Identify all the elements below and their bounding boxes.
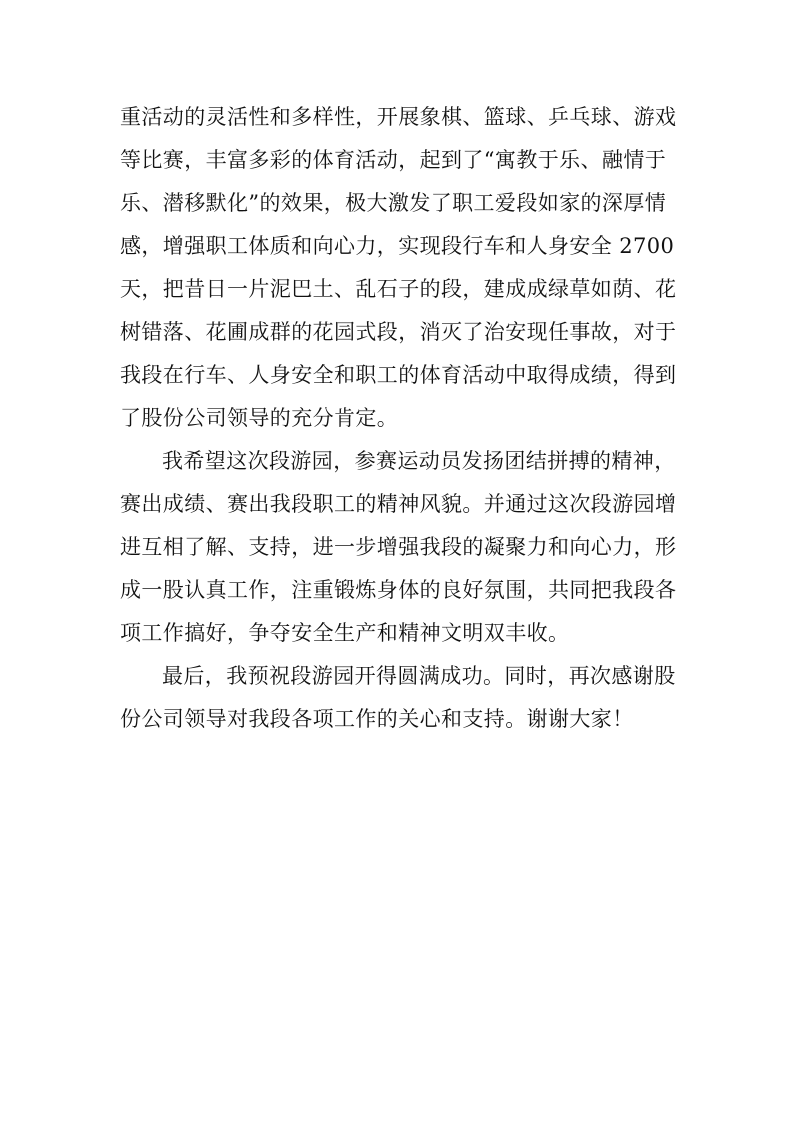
text-line: 成一股认真工作，注重锻炼身体的良好氛围，共同把我段各 bbox=[120, 578, 677, 602]
text-line: 树错落、花圃成群的花园式段，消灭了治安现任事故，对于 bbox=[120, 320, 677, 344]
text-line: 感，增强职工体质和向心力，实现段行车和人身安全 2700 bbox=[120, 234, 675, 258]
text-line: 项工作搞好，争夺安全生产和精神文明双丰收。 bbox=[120, 621, 570, 645]
paragraph-start-line: 最后，我预祝段游园开得圆满成功。同时，再次感谢股 bbox=[162, 664, 676, 688]
text-line: 进互相了解、支持，进一步增强我段的凝聚力和向心力，形 bbox=[120, 535, 677, 559]
text-line: 份公司领导对我段各项工作的关心和支持。谢谢大家！ bbox=[120, 707, 634, 731]
paragraph-start-line: 我希望这次段游园，参赛运动员发扬团结拼搏的精神， bbox=[162, 449, 676, 473]
text-line: 等比赛，丰富多彩的体育活动，起到了“寓教于乐、融情于 bbox=[120, 148, 667, 172]
text-line: 天，把昔日一片泥巴土、乱石子的段，建成成绿草如荫、花 bbox=[120, 277, 677, 301]
text-line: 了股份公司领导的充分肯定。 bbox=[120, 406, 399, 430]
text-line: 我段在行车、人身安全和职工的体育活动中取得成绩，得到 bbox=[120, 363, 677, 387]
text-line: 重活动的灵活性和多样性，开展象棋、篮球、乒乓球、游戏 bbox=[120, 105, 677, 129]
text-line: 赛出成绩、赛出我段职工的精神风貌。并通过这次段游园增 bbox=[120, 492, 677, 516]
text-line: 乐、潜移默化”的效果，极大激发了职工爱段如家的深厚情 bbox=[120, 191, 667, 215]
